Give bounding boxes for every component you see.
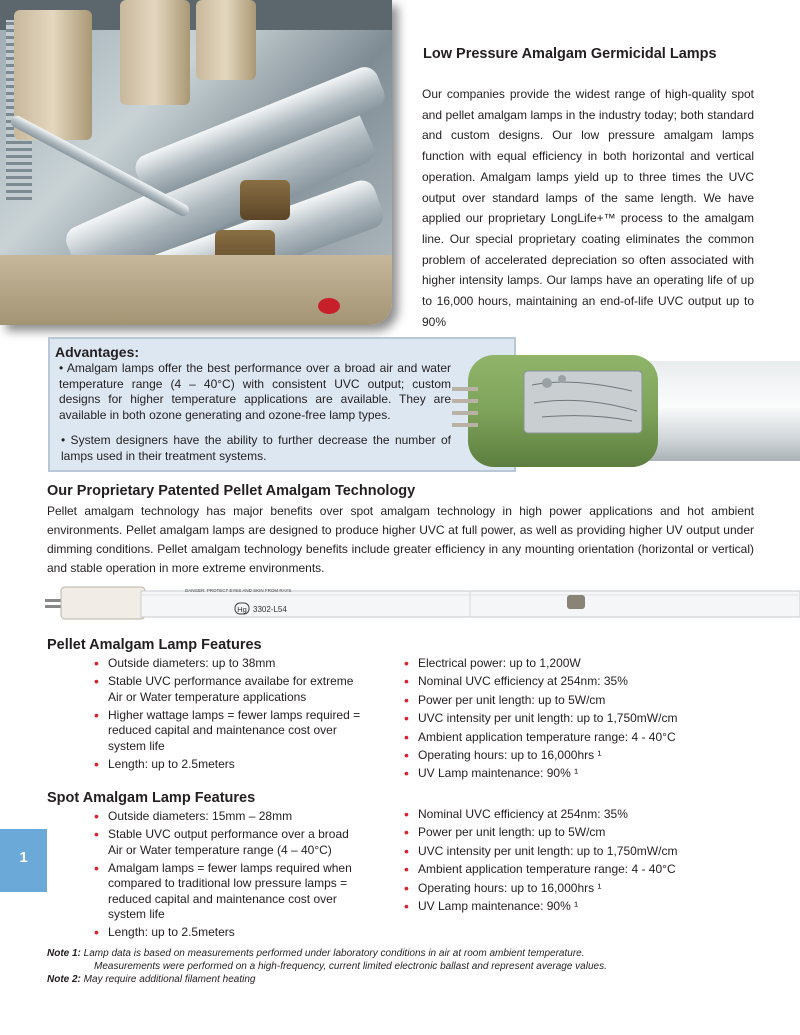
list-item: • Stable UVC performance availabe for extreme Air or Water temperature applications	[92, 674, 362, 705]
pellet-lamp-image	[45, 583, 800, 623]
note-1-text: Lamp data is based on measurements performed under laboratory conditions in air at room ambient temperature.	[80, 948, 585, 959]
advantage-item-1: • Amalgam lamps offer the best performance over a broad air and water temperature range (4 – 40°C) with consistent UVC output; custom designs for higher temperature applications are available. They are available in both ozone generating and ozone-free lamp types.	[59, 361, 451, 422]
lamp-warning-text: DANGER: PROTECT EYES AND SKIN FROM RAYS	[185, 588, 292, 593]
lamp-part-number: 3302-L54	[253, 605, 287, 614]
spot-features-right-list	[402, 807, 742, 917]
list-item: • Ambient application temperature range: 4 - 40°C	[402, 730, 742, 746]
pump-room-photo	[0, 0, 392, 325]
list-item: • Length: up to 2.5meters	[92, 757, 362, 773]
pellet-features-left-list	[92, 656, 362, 775]
list-item: • UVC intensity per unit length: up to 1,750mW/cm	[402, 711, 742, 727]
advantage-item-2: • System designers have the ability to further decrease the number of lamps used in their treatment systems.	[61, 433, 451, 463]
note-1-label: Note 1:	[47, 948, 81, 959]
note-1	[47, 947, 607, 960]
note-1-continued: Measurements were performed on a high-frequency, current limited electronic ballast and represent average values.	[94, 961, 607, 973]
spot-features-left-list	[92, 809, 362, 943]
list-item: • UV Lamp maintenance: 90% ¹	[402, 899, 742, 915]
note-2	[47, 973, 607, 986]
page-number: 1	[19, 849, 28, 866]
list-item: • UV Lamp maintenance: 90% ¹	[402, 766, 742, 782]
list-item: • Ambient application temperature range: 4 - 40°C	[402, 862, 742, 878]
list-item: • Stable UVC output performance over a broad Air or Water temperature range (4 – 40°C)	[92, 827, 362, 858]
pellet-features-right-list	[402, 656, 742, 785]
note-2-label: Note 2:	[47, 974, 81, 986]
footnotes	[47, 947, 607, 987]
list-item: • Amalgam lamps = fewer lamps required when compared to traditional low pressure lamps = reduced capital and maintenance cost over system life	[92, 861, 362, 923]
list-item: • Electrical power: up to 1,200W	[402, 656, 742, 672]
list-item: • Outside diameters: up to 38mm	[92, 656, 362, 672]
pellet-tech-paragraph: Pellet amalgam technology has major benefits over spot amalgam technology in high power applications and hot ambient environments. Pellet amalgam lamps are designed to produce higher UVC at full power, as well as providing higher UV output under dimming conditions. Pellet amalgam technology benefits include greater efficiency in any mounting orientation (horizontal or vertical) and stable operation in more extreme environments.	[47, 504, 754, 575]
list-item: • Higher wattage lamps = fewer lamps required = reduced capital and maintenance cost over system life	[92, 708, 362, 755]
pellet-features-heading: Pellet Amalgam Lamp Features	[47, 637, 262, 653]
list-item: • Power per unit length: up to 5W/cm	[402, 825, 742, 841]
lamp-hg-label: Hg	[237, 605, 247, 614]
list-item: • Operating hours: up to 16,000hrs ¹	[402, 748, 742, 764]
note-2-text: May require additional filament heating	[80, 974, 256, 986]
list-item: • UVC intensity per unit length: up to 1,750mW/cm	[402, 844, 742, 860]
intro-paragraph: Our companies provide the widest range of high-quality spot and pellet amalgam lamps in the industry today; both standard and custom designs. Our low pressure amalgam lamps function with equal efficiency in both horizontal and vertical operation. Amalgam lamps yield up to three times the UVC output over standard lamps of the same length. We have applied our proprietary LongLife+™ process to the amalgam line. Our special proprietary coating eliminates the common problem of accelerated depreciation so often associated with higher intensity lamps. Our lamps have an operating life of up to 16,000 hours, maintaining an end-of-life UVC output up to 90%	[422, 87, 754, 329]
list-item: • Nominal UVC efficiency at 254nm: 35%	[402, 674, 742, 690]
advantages-title: Advantages:	[55, 344, 140, 360]
page-title: Low Pressure Amalgam Germicidal Lamps	[423, 46, 717, 62]
list-item: • Outside diameters: 15mm – 28mm	[92, 809, 362, 825]
list-item: • Power per unit length: up to 5W/cm	[402, 693, 742, 709]
list-item: • Nominal UVC efficiency at 254nm: 35%	[402, 807, 742, 823]
pellet-tech-heading: Our Proprietary Patented Pellet Amalgam Technology	[47, 483, 416, 499]
list-item: • Length: up to 2.5meters	[92, 925, 362, 941]
list-item: • Operating hours: up to 16,000hrs ¹	[402, 881, 742, 897]
spot-features-heading: Spot Amalgam Lamp Features	[47, 790, 256, 806]
amalgam-lamp-closeup-image	[452, 355, 800, 467]
